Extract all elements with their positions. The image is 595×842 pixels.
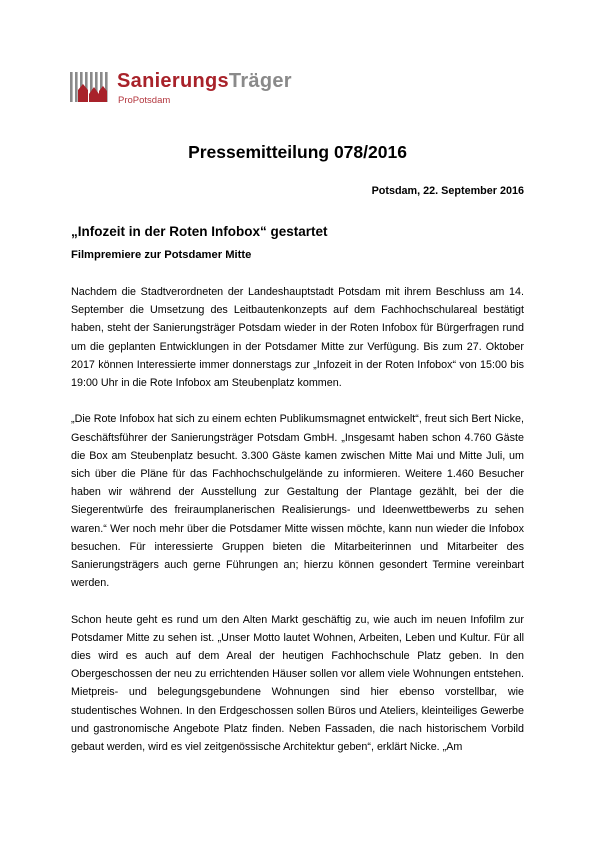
brand-name-grey: Träger [228, 70, 292, 92]
body-paragraph: „Die Rote Infobox hat sich zu einem echten Publikumsmagnet entwickelt“, freut sich Bert Nicke, Geschäftsführer der Sanierungsträger Potsdam GmbH. „Insgesamt haben schon 4.760 Gäste die Box am Steubenplatz besucht. 3.300 Gäste kamen zwischen Mitte Mai und Mitte Juli, um sich über die Pläne für das Fachhochschulgelände zu informieren. Weitere 1.460 Besucher haben wir während der Ausstellung zur Gestaltung der Plantage gezählt, bei der die Siegerentwürfe des freiraumplanerischen Realisierungs- und Ideenwettbewerbs zu sehen waren.“ Wer noch mehr über die Potsdamer Mitte wissen möchte, kann nun wieder die Infobox besuchen. Für interessierte Gruppen bieten die Mitarbeiterinnen und Mitarbeiter des Sanierungsträgers auch gerne Führungen an; hierzu können gesondert Termine vereinbart werden. [71, 413, 524, 590]
brand-subtitle: ProPotsdam [118, 95, 171, 106]
body-paragraph: Schon heute geht es rund um den Alten Markt geschäftig zu, wie auch im neuen Infofilm zur Potsdamer Mitte zu sehen ist. „Unser Motto lautet Wohnen, Arbeiten, Leben und Kultur. Für all dies wird es auch auf dem Areal der heutigen Fachhochschule Platz geben. In den Obergeschossen der neu zu errichtenden Häuser sollen vor allem viele Wohnungen entstehen. Mietpreis- und belegungsgebundene Wohnungen sind hier ebenso vorstellbar, wie studentisches Wohnen. In den Erdgeschossen sollen Büros und Ateliers, kleinteiliges Gewerbe und gastronomische Angebote Platz finden. Neben Fassaden, die nach historischem Vorbild gebaut werden, wird es viel zeitgenössische Architektur geben“, erklärt Nicke. „Am [71, 613, 524, 754]
headline: „Infozeit in der Roten Infobox“ gestartet [71, 224, 328, 239]
sanierungstraeger-logo [70, 68, 350, 110]
dateline: Potsdam, 22. September 2016 [371, 185, 524, 197]
building-bars-logo-icon [70, 68, 110, 106]
subheadline: Filmpremiere zur Potsdamer Mitte [71, 249, 252, 261]
press-release-title: Pressemitteilung 078/2016 [188, 142, 407, 162]
body-text [71, 283, 524, 774]
body-paragraph: Nachdem die Stadtverordneten der Landeshauptstadt Potsdam mit ihrem Beschluss am 14. September die Umsetzung des Leitbautenkonzepts auf dem Fachhochschulareal bestätigt haben, steht der Sanierungsträger Potsdam wieder in der Roten Infobox für Bürgerfragen rund um die geplanten Entwicklungen in der Potsdamer Mitte zur Verfügung. Bis zum 27. Oktober 2017 können Interessierte immer donnerstags zur „Infozeit in der Roten Infobox“ von 15:00 bis 19:00 Uhr in die Rote Infobox am Steubenplatz kommen. [71, 286, 524, 390]
brand-name [117, 70, 292, 93]
brand-name-red: Sanierungs [117, 70, 229, 92]
